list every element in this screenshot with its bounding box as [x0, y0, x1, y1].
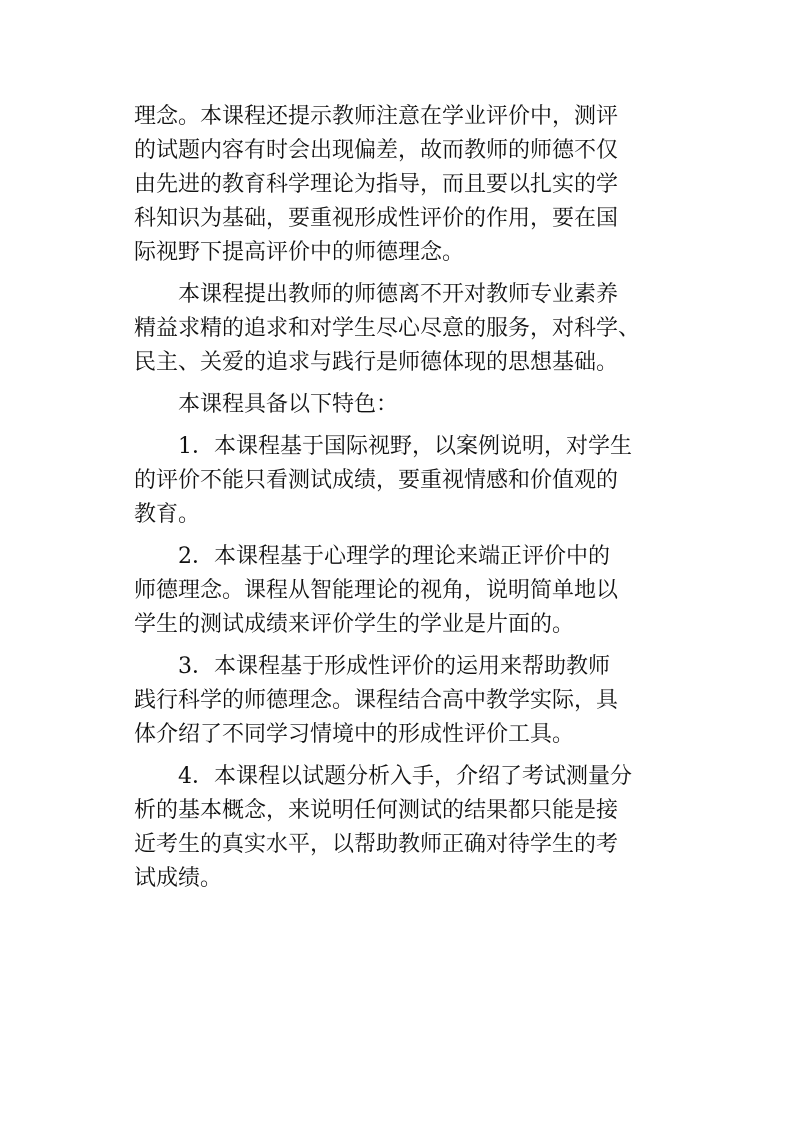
- text-line: 民主、关爱的追求与践行是师德体现的思想基础。: [134, 350, 619, 375]
- text-line: 本课程具备以下特色：: [178, 392, 399, 417]
- text-line: 体介绍了不同学习情境中的形成性评价工具。: [134, 722, 575, 747]
- text-line: 的试题内容有时会出现偏差，故而教师的师德不仅: [134, 138, 619, 163]
- text-line: 的评价不能只看测试成绩，要重视情感和价值观的: [134, 468, 619, 493]
- text-line: 1．本课程基于国际视野，以案例说明，对学生: [178, 434, 632, 459]
- text-line: 本课程提出教师的师德离不开对教师专业素养: [178, 282, 619, 307]
- paragraph-1: [134, 100, 674, 270]
- paragraph-2: [134, 278, 674, 380]
- list-item-2: [134, 540, 674, 642]
- list-item-3: [134, 650, 674, 752]
- text-line: 析的基本概念，来说明任何测试的结果都只能是接: [134, 798, 619, 823]
- text-line: 学生的测试成绩来评价学生的学业是片面的。: [134, 612, 575, 637]
- text-line: 理念。本课程还提示教师注意在学业评价中，测评: [134, 104, 619, 129]
- text-line: 际视野下提高评价中的师德理念。: [134, 240, 465, 265]
- text-line: 教育。: [134, 502, 201, 527]
- text-line: 3．本课程基于形成性评价的运用来帮助教师: [178, 654, 610, 679]
- text-line: 2．本课程基于心理学的理论来端正评价中的: [178, 544, 610, 569]
- text-line: 试成绩。: [134, 866, 223, 891]
- text-line: 师德理念。课程从智能理论的视角，说明简单地以: [134, 578, 619, 603]
- text-line: 4．本课程以试题分析入手，介绍了考试测量分: [178, 764, 632, 789]
- paragraph-3: [134, 388, 674, 422]
- text-line: 科知识为基础，要重视形成性评价的作用，要在国: [134, 206, 619, 231]
- text-line: 精益求精的追求和对学生尽心尽意的服务，对科学、: [134, 316, 641, 341]
- document-page: [134, 100, 674, 896]
- text-line: 由先进的教育科学理论为指导，而且要以扎实的学: [134, 172, 619, 197]
- text-line: 践行科学的师德理念。课程结合高中教学实际，具: [134, 688, 619, 713]
- list-item-4: [134, 760, 674, 896]
- list-item-1: [134, 430, 674, 532]
- text-line: 近考生的真实水平，以帮助教师正确对待学生的考: [134, 832, 619, 857]
